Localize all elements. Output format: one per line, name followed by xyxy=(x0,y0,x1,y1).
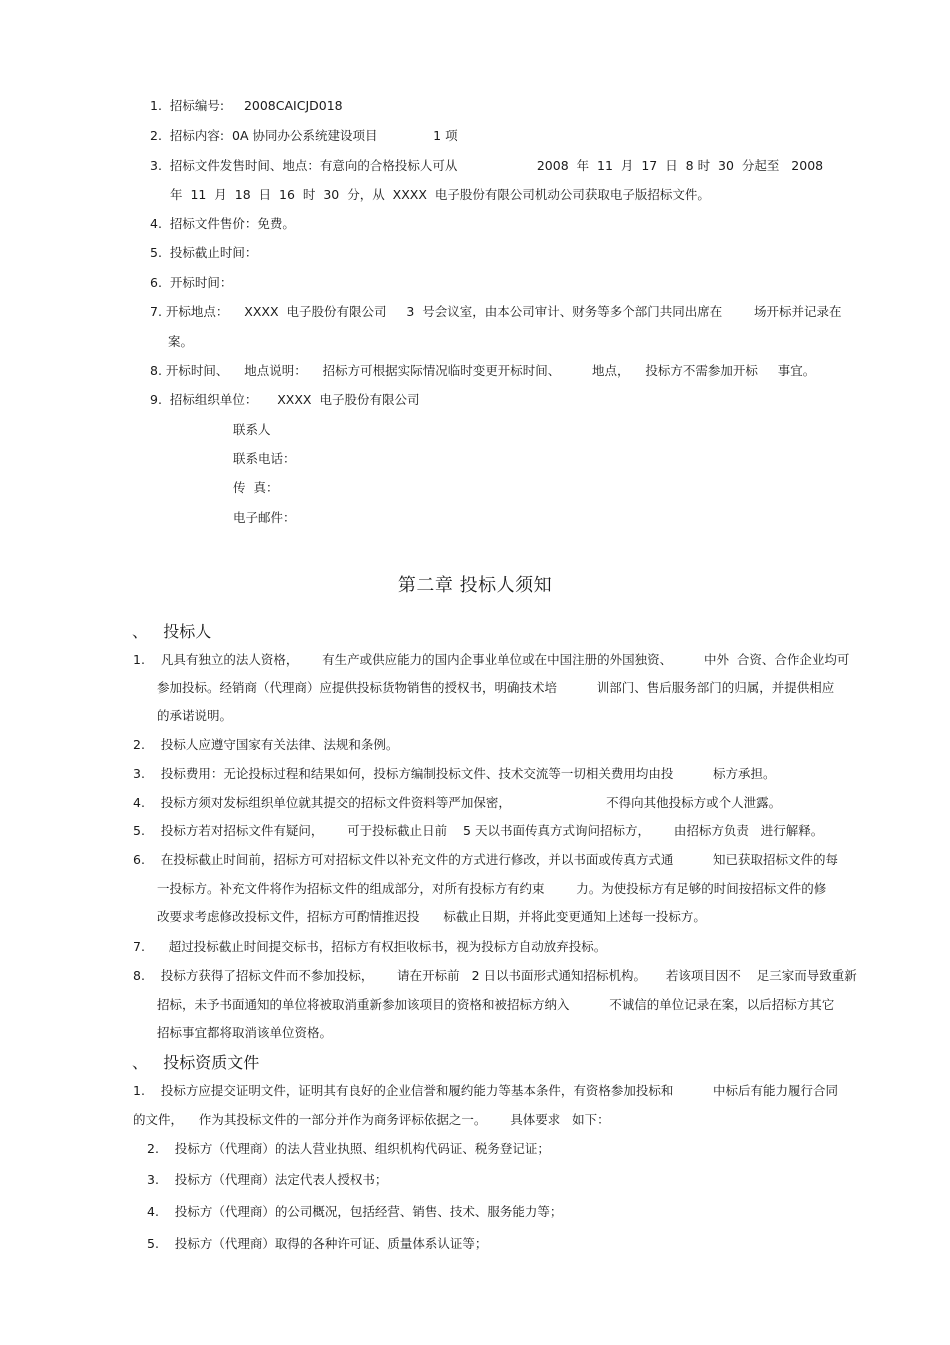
qualification-item-3: 3. 投标方（代理商）法定代表人授权书； xyxy=(147,1172,388,1187)
bidder-item-6: 6. 在投标截止时间前，招标方可对招标文件以补充文件的方式进行修改，并以书面或传真方式通 知已获取招标文件的每 xyxy=(133,852,839,867)
contact-fax: 传 真： xyxy=(233,480,279,495)
contact-email: 电子邮件： xyxy=(233,510,296,525)
bidder-item-1: 1. 凡具有独立的法人资格， 有生产或供应能力的国内企事业单位或在中国注册的外国独资、 中外 合资、合作企业均可 xyxy=(133,652,850,667)
bidder-item-5: 5. 投标方若对招标文件有疑问， 可于投标截止日前 5 天以书面传真方式询问招标方， 由招标方负责 进行解释。 xyxy=(133,823,824,838)
qualification-item-4: 4. 投标方（代理商）的公司概况，包括经营、销售、技术、服务能力等； xyxy=(147,1204,563,1219)
bidder-item-1-cont2: 的承诺说明。 xyxy=(157,708,233,723)
bidder-item-1-cont: 参加投标。经销商（代理商）应提供投标货物销售的授权书，明确技术培 训部门、售后服务部门的归属，并提供相应 xyxy=(157,680,835,695)
tender-content-line: 2. 招标内容: 0A 协同办公系统建设项目 1 项 xyxy=(150,128,458,143)
bidder-item-2: 2. 投标人应遵守国家有关法律、法规和条例。 xyxy=(133,737,399,752)
bid-deadline-line: 5. 投标截止时间： xyxy=(150,245,258,260)
bidder-item-6-cont: 一投标方。补充文件将作为招标文件的组成部分，对所有投标方有约束 力。为使投标方有足够的时间按招标文件的修 xyxy=(157,881,827,896)
document-sale-line: 3. 招标文件发售时间、地点：有意向的合格投标人可从 2008 年 11 月 17 日 8 时 30 分起至 2008 xyxy=(150,158,824,173)
qualification-item-1: 1. 投标方应提交证明文件，证明其有良好的企业信誉和履约能力等基本条件，有资格参加投标和 中标后有能力履行合同 xyxy=(133,1083,839,1098)
bidder-item-8-cont2: 招标事宜都将取消该单位资格。 xyxy=(157,1025,333,1040)
qualification-item-2: 2. 投标方（代理商）的法人营业执照、组织机构代码证、税务登记证； xyxy=(147,1141,550,1156)
bidder-item-4: 4. 投标方须对发标组织单位就其提交的招标文件资料等严加保密， 不得向其他投标方或个人泄露。 xyxy=(133,795,782,810)
opening-note-line: 8. 开标时间、 地点说明： 招标方可根据实际情况临时变更开标时间、 地点， 投标方不需参加开标 事宜。 xyxy=(150,363,816,378)
opening-location-line-cont: 案。 xyxy=(168,334,194,349)
opening-location-line: 7. 开标地点： XXXX 电子股份有限公司 3 号会议室，由本公司审计、财务等多个部门共同出席在 场开标并记录在 xyxy=(150,304,842,319)
qualification-item-1-cont: 的文件， 作为其投标文件的一部分并作为商务评标依据之一。 具体要求 如下： xyxy=(133,1112,610,1127)
opening-time-line: 6. 开标时间： xyxy=(150,275,233,290)
chapter-title: 第二章 投标人须知 xyxy=(397,575,553,596)
contact-phone: 联系电话： xyxy=(233,451,296,466)
bidder-item-8: 8. 投标方获得了招标文件而不参加投标， 请在开标前 2 日以书面形式通知招标机构。 若该项目因不 足三家而导致重新 xyxy=(133,968,857,983)
qualification-item-5: 5. 投标方（代理商）取得的各种许可证、质量体系认证等； xyxy=(147,1236,488,1251)
document-price-line: 4. 招标文件售价：免费。 xyxy=(150,216,295,231)
organizer-line: 9. 招标组织单位： XXXX 电子股份有限公司 xyxy=(150,392,420,407)
section-bidder-heading: 、 投标人 xyxy=(132,622,212,641)
bidder-item-7: 7. 超过投标截止时间提交标书，招标方有权拒收标书，视为投标方自动放弃投标。 xyxy=(133,939,607,954)
tender-number-line: 1. 招标编号: 2008CAICJD018 xyxy=(150,98,343,113)
bidder-item-3: 3. 投标费用：无论投标过程和结果如何，投标方编制投标文件、技术交流等一切相关费用均由投 标方承担。 xyxy=(133,766,776,781)
bidder-item-6-cont2: 改要求考虑修改投标文件，招标方可酌情推迟投 标截止日期，并将此变更通知上述每一投标方。 xyxy=(157,909,706,924)
section-qualification-heading: 、 投标资质文件 xyxy=(132,1053,260,1072)
contact-person: 联系人 xyxy=(233,422,271,437)
bidder-item-8-cont: 招标，未予书面通知的单位将被取消重新参加该项目的资格和被招标方纳入 不诚信的单位记录在案，以后招标方其它 xyxy=(157,997,835,1012)
document-sale-line-cont: 年 11 月 18 日 16 时 30 分，从 XXXX 电子股份有限公司机动公司获取电子版招标文件。 xyxy=(170,187,710,202)
